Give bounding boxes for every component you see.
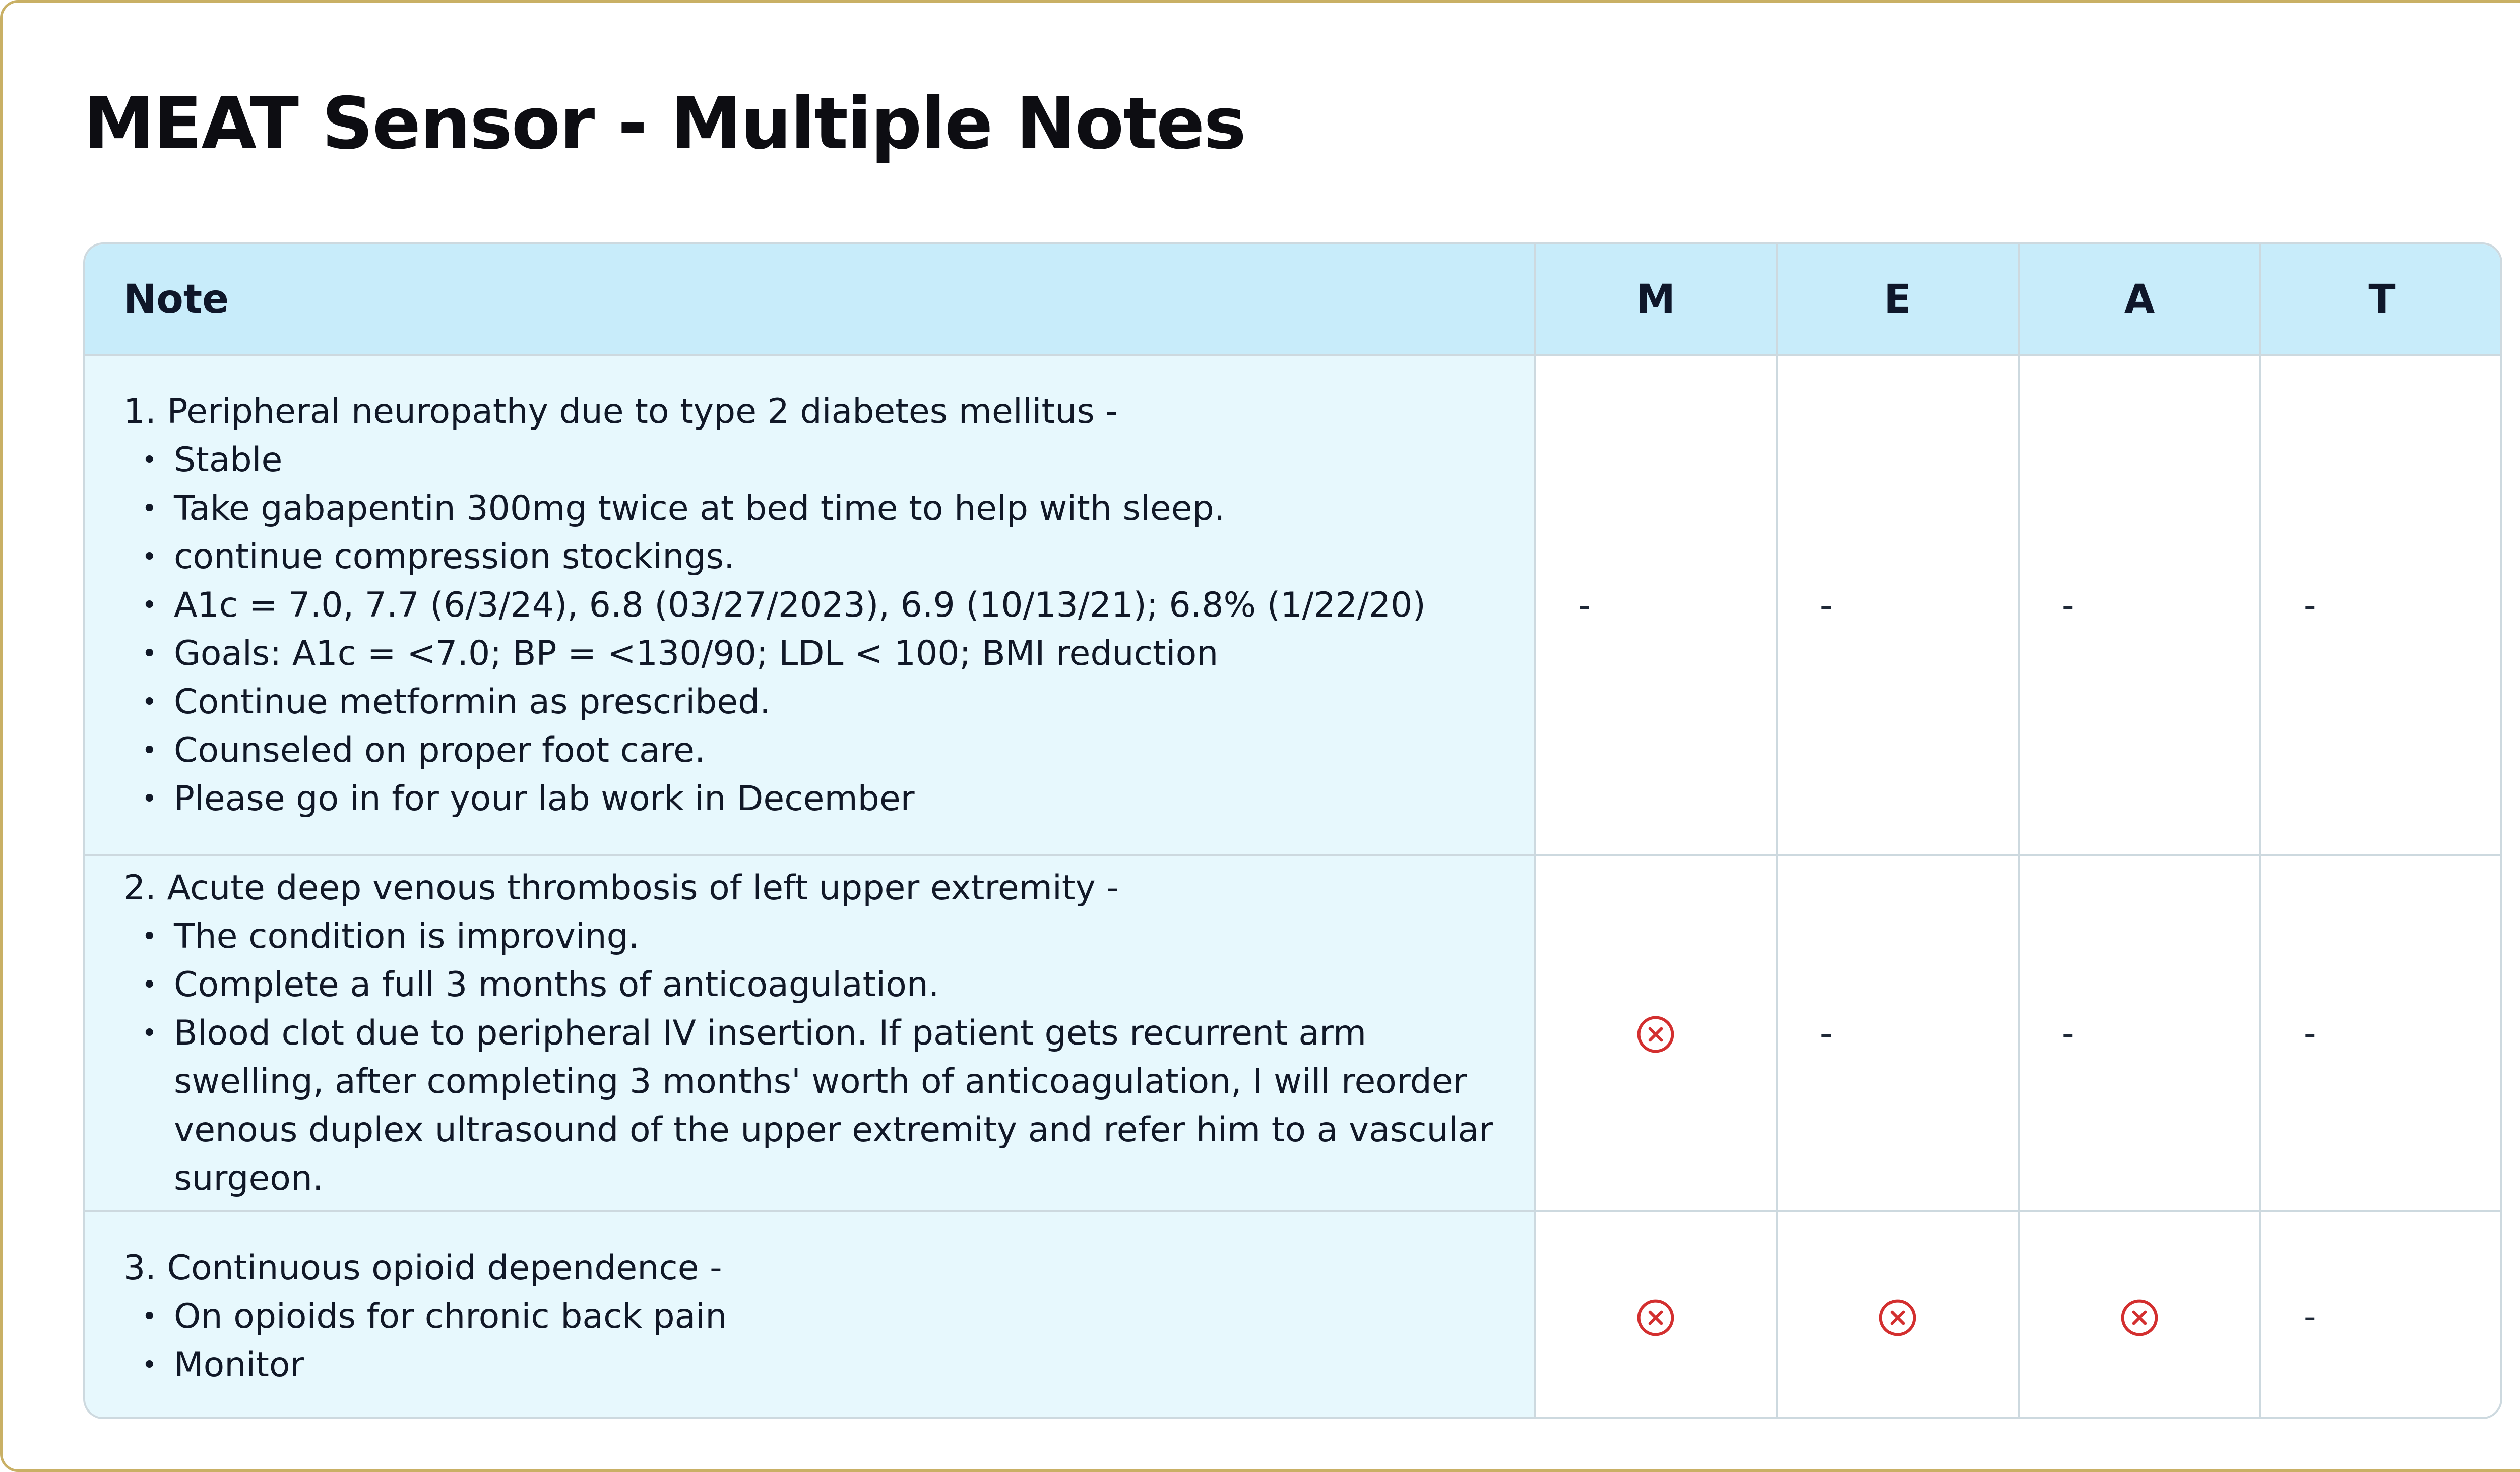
bullet-dot: • — [142, 687, 157, 717]
note-bullet: • Complete a full 3 months of anticoagulation. — [123, 961, 1503, 1009]
note-bullet: • Stable — [123, 436, 1503, 484]
bullet-dot: • — [142, 1302, 157, 1332]
bullet-dot: • — [142, 1350, 157, 1380]
bullet-dot: • — [142, 1018, 157, 1049]
column-header-e: E — [1777, 244, 2019, 355]
status-dash: - — [2304, 585, 2316, 626]
status-dash: - — [1820, 1013, 1833, 1054]
column-header-m: M — [1535, 244, 1777, 355]
e-status-cell — [1777, 355, 2019, 855]
x-circle-icon — [1635, 1014, 1676, 1055]
note-bullet: • Please go in for your lab work in December — [123, 775, 1503, 823]
note-cell — [85, 855, 1535, 1211]
m-status-cell — [1535, 1211, 1777, 1419]
bullet-dot: • — [142, 922, 157, 952]
note-bullet: • Monitor — [123, 1341, 1503, 1389]
bullet-dot: • — [142, 735, 157, 766]
note-bullet: • The condition is improving. — [123, 912, 1503, 961]
note-bullet: • Continue metformin as prescribed. — [123, 678, 1503, 726]
bullet-dot: • — [142, 542, 157, 572]
bullet-dot: • — [142, 784, 157, 814]
bullet-dot: • — [142, 970, 157, 1000]
status-dash: - — [2062, 585, 2074, 626]
note-bullet: • Goals: A1c = <7.0; BP = <130/90; LDL < 100; BMI reduction — [123, 630, 1503, 678]
t-status-cell — [2260, 855, 2502, 1211]
note-heading: 3. Continuous opioid dependence - — [123, 1248, 722, 1288]
note-heading: 2. Acute deep venous thrombosis of left upper extremity - — [123, 868, 1119, 908]
note-cell — [85, 1211, 1535, 1419]
meat-grid — [85, 244, 2502, 1419]
column-header-t: T — [2260, 244, 2502, 355]
status-dash: - — [1820, 585, 1833, 626]
status-dash: - — [2304, 1297, 2316, 1337]
m-status-cell — [1535, 355, 1777, 855]
a-status-cell — [2019, 855, 2260, 1211]
note-heading: 1. Peripheral neuropathy due to type 2 diabetes mellitus - — [123, 392, 1118, 432]
note-bullet: • Take gabapentin 300mg twice at bed time to help with sleep. — [123, 484, 1503, 533]
status-dash: - — [1578, 585, 1591, 626]
m-status-cell — [1535, 855, 1777, 1211]
note-bullet-list — [123, 1293, 1503, 1389]
note-cell — [85, 355, 1535, 855]
status-dash: - — [2304, 1013, 2316, 1054]
page-title: MEAT Sensor - Multiple Notes — [83, 82, 1245, 165]
bullet-dot: • — [142, 445, 157, 475]
note-bullet: • continue compression stockings. — [123, 533, 1503, 581]
bullet-dot: • — [142, 590, 157, 621]
note-bullet: • Blood clot due to peripheral IV insertion. If patient gets recurrent arm swelling, after completing 3 months' worth of anticoagulation, I will reorder venous duplex ultrasound of the upper extremity and refer him to a vascular surgeon. — [123, 1009, 1503, 1203]
table-row — [85, 1211, 2502, 1419]
bullet-dot: • — [142, 494, 157, 524]
meat-table — [83, 242, 2502, 1419]
x-circle-icon — [2119, 1298, 2160, 1338]
note-bullet: • On opioids for chronic back pain — [123, 1293, 1503, 1341]
note-bullet: • Counseled on proper foot care. — [123, 726, 1503, 775]
x-circle-icon — [1877, 1298, 1918, 1338]
table-row — [85, 855, 2502, 1211]
column-header-a: A — [2019, 244, 2260, 355]
t-status-cell — [2260, 355, 2502, 855]
note-bullet-list — [123, 436, 1503, 823]
a-status-cell — [2019, 1211, 2260, 1419]
note-bullet: • A1c = 7.0, 7.7 (6/3/24), 6.8 (03/27/2023), 6.9 (10/13/21); 6.8% (1/22/20) — [123, 581, 1503, 630]
table-row — [85, 355, 2502, 855]
e-status-cell — [1777, 855, 2019, 1211]
bullet-dot: • — [142, 639, 157, 669]
t-status-cell — [2260, 1211, 2502, 1419]
header-row — [85, 244, 2502, 355]
x-circle-icon — [1635, 1298, 1676, 1338]
status-dash: - — [2062, 1013, 2074, 1054]
e-status-cell — [1777, 1211, 2019, 1419]
note-bullet-list — [123, 912, 1503, 1203]
column-header-note: Note — [85, 244, 1535, 355]
a-status-cell — [2019, 355, 2260, 855]
